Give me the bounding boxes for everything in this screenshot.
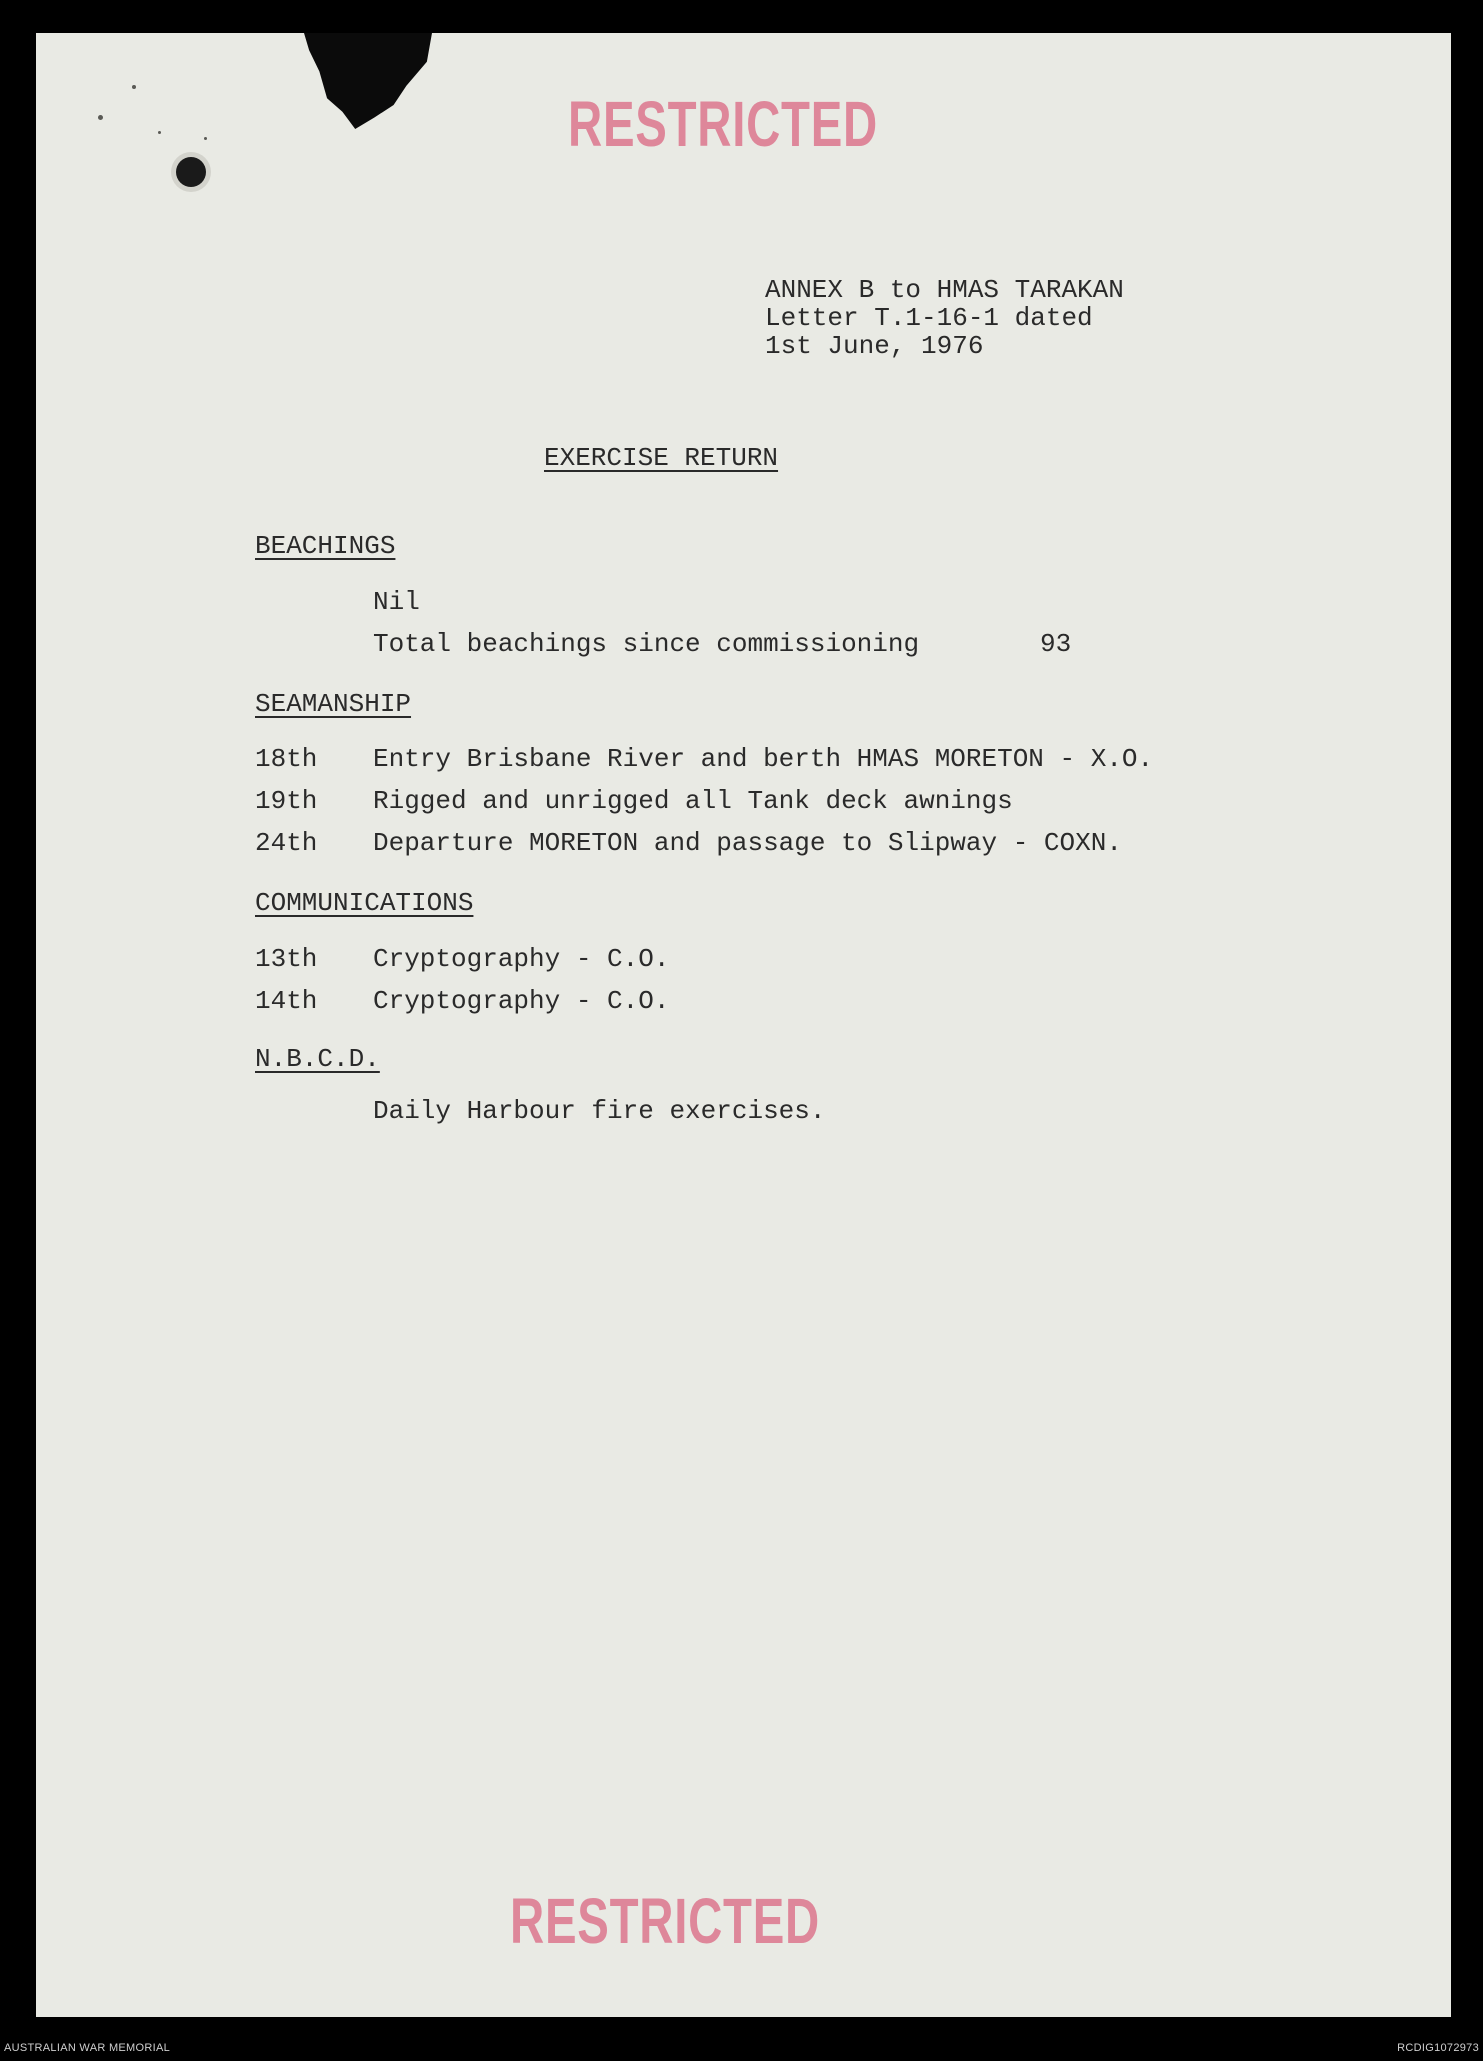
paper-speck (204, 137, 207, 140)
paper-speck (158, 131, 161, 134)
reference-line-2: Letter T.1-16-1 dated (765, 303, 1093, 333)
document-page (36, 33, 1451, 2017)
nbcd-heading: N.B.C.D. (255, 1044, 380, 1074)
communications-text: Cryptography - C.O. (373, 986, 670, 1016)
restricted-stamp-top: RESTRICTED (568, 88, 878, 160)
communications-heading: COMMUNICATIONS (255, 888, 474, 918)
seamanship-text: Entry Brisbane River and berth HMAS MORETON - X.O. (373, 744, 1154, 774)
beachings-total-value: 93 (1040, 629, 1072, 659)
seamanship-heading: SEAMANSHIP (255, 689, 412, 719)
communications-day: 13th (255, 944, 318, 974)
restricted-stamp-bottom: RESTRICTED (510, 1885, 820, 1957)
beachings-nil: Nil (373, 587, 420, 617)
seamanship-text: Rigged and unrigged all Tank deck awnings (373, 786, 1013, 816)
nbcd-text: Daily Harbour fire exercises. (373, 1096, 826, 1126)
reference-line-1: ANNEX B to HMAS TARAKAN (765, 275, 1124, 305)
beachings-total-label: Total beachings since commissioning (373, 629, 920, 659)
footer-credit: AUSTRALIAN WAR MEMORIAL (4, 2042, 171, 2054)
seamanship-day: 24th (255, 828, 318, 858)
beachings-heading: BEACHINGS (255, 531, 396, 561)
footer-id: RCDIG1072973 (1397, 2042, 1479, 2054)
reference-line-3: 1st June, 1976 (765, 331, 984, 361)
seamanship-text: Departure MORETON and passage to Slipway - COXN. (373, 828, 1122, 858)
paper-speck (132, 85, 136, 89)
paper-speck (98, 115, 103, 120)
torn-corner (304, 33, 432, 129)
document-title: EXERCISE RETURN (544, 443, 779, 473)
seamanship-day: 19th (255, 786, 318, 816)
communications-text: Cryptography - C.O. (373, 944, 670, 974)
communications-day: 14th (255, 986, 318, 1016)
punch-hole (176, 157, 206, 187)
seamanship-day: 18th (255, 744, 318, 774)
